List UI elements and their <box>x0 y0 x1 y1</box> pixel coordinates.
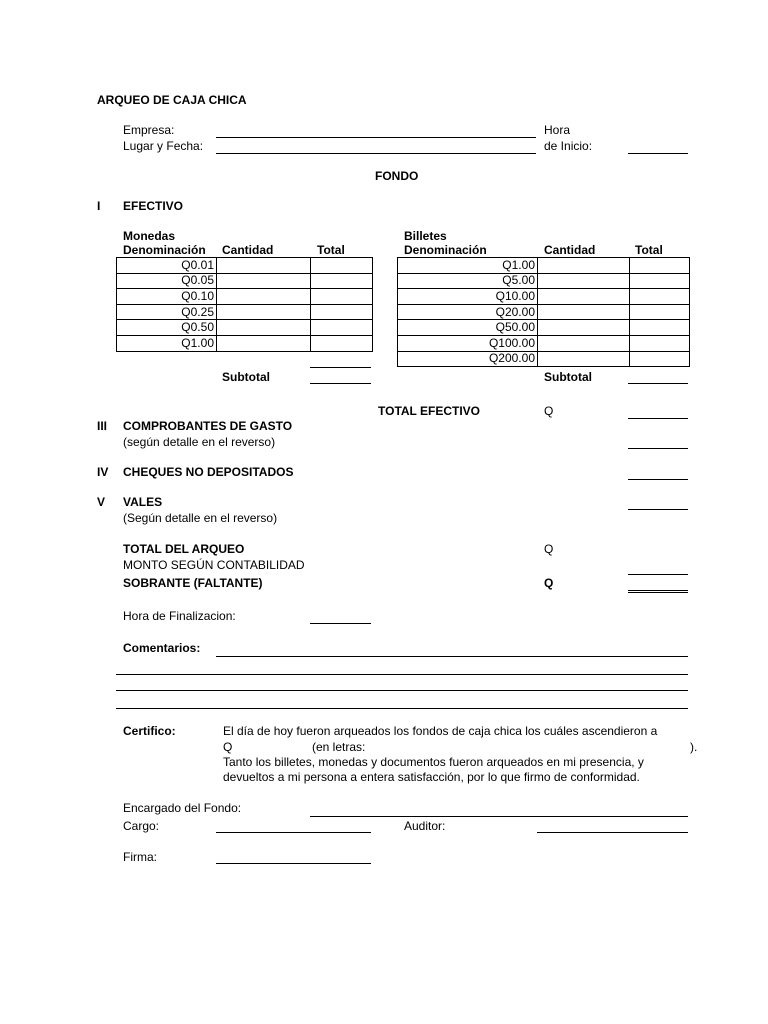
vales-field[interactable] <box>628 509 688 510</box>
monto-contabilidad-label: MONTO SEGÚN CONTABILIDAD <box>123 558 305 572</box>
document-title: ARQUEO DE CAJA CHICA <box>97 93 247 107</box>
monedas-denominacion-cell: Q0.50 <box>117 320 217 336</box>
billetes-cantidad-cell[interactable] <box>538 351 630 367</box>
sobrante-label: SOBRANTE (FALTANTE) <box>123 576 263 590</box>
billetes-row <box>398 335 690 351</box>
billetes-total-cell[interactable] <box>630 351 690 367</box>
billetes-row <box>398 289 690 305</box>
billetes-col-denominacion: Denominación <box>404 243 487 257</box>
monedas-cantidad-cell[interactable] <box>217 320 311 336</box>
billetes-cantidad-cell[interactable] <box>538 289 630 305</box>
empresa-field[interactable] <box>216 137 536 138</box>
billetes-col-cantidad: Cantidad <box>544 243 596 257</box>
comentarios-line-1[interactable] <box>216 656 688 657</box>
billetes-total-cell[interactable] <box>630 273 690 289</box>
total-arqueo-label: TOTAL DEL ARQUEO <box>123 542 245 556</box>
billetes-row <box>398 320 690 336</box>
monedas-row <box>117 258 373 274</box>
section-iii-title: COMPROBANTES DE GASTO <box>123 419 293 433</box>
monedas-total-cell[interactable] <box>311 273 373 289</box>
sobrante-field[interactable] <box>628 590 688 593</box>
billetes-col-total: Total <box>635 243 663 257</box>
total-arqueo-currency: Q <box>544 542 554 556</box>
monedas-row <box>117 289 373 305</box>
section-v-note: (Según detalle en el reverso) <box>123 511 278 525</box>
billetes-cantidad-cell[interactable] <box>538 273 630 289</box>
billetes-cantidad-cell[interactable] <box>538 320 630 336</box>
lugar-fecha-field[interactable] <box>216 153 536 154</box>
de-inicio-label: de Inicio: <box>544 139 593 153</box>
billetes-denominacion-cell: Q20.00 <box>398 304 538 320</box>
monedas-row <box>117 320 373 336</box>
certifico-close-paren: ). <box>690 740 698 754</box>
monedas-denominacion-cell: Q0.01 <box>117 258 217 274</box>
billetes-denominacion-cell: Q10.00 <box>398 289 538 305</box>
billetes-denominacion-cell: Q50.00 <box>398 320 538 336</box>
billetes-row <box>398 351 690 367</box>
section-iii-number: III <box>97 419 108 433</box>
comprobantes-field[interactable] <box>628 448 688 449</box>
monedas-cantidad-cell[interactable] <box>217 258 311 274</box>
section-iii-note: (según detalle en el reverso) <box>123 435 276 449</box>
cheques-field[interactable] <box>628 479 688 480</box>
billetes-cantidad-cell[interactable] <box>538 335 630 351</box>
cargo-label: Cargo: <box>123 819 160 833</box>
comentarios-line-4[interactable] <box>116 708 688 709</box>
section-i-number: I <box>97 199 101 213</box>
monedas-col-total: Total <box>317 243 345 257</box>
monedas-total-cell[interactable] <box>311 258 373 274</box>
monedas-subtotal-label: Subtotal <box>222 370 270 384</box>
hora-finalizacion-label: Hora de Finalizacion: <box>123 609 236 623</box>
comentarios-line-3[interactable] <box>116 690 688 691</box>
monedas-col-denominacion: Denominación <box>123 243 206 257</box>
billetes-row <box>398 304 690 320</box>
monedas-total-cell[interactable] <box>311 320 373 336</box>
section-i-title: EFECTIVO <box>123 199 184 213</box>
billetes-denominacion-cell: Q5.00 <box>398 273 538 289</box>
fondo-heading: FONDO <box>375 169 419 183</box>
hora-finalizacion-field[interactable] <box>310 623 371 624</box>
billetes-subtotal-label: Subtotal <box>544 370 592 384</box>
monedas-cantidad-cell[interactable] <box>217 289 311 305</box>
total-efectivo-field[interactable] <box>628 418 688 419</box>
monedas-row <box>117 335 373 351</box>
certifico-line-3: Tanto los billetes, monedas y documentos fueron arqueados en mi presencia, y <box>223 755 644 769</box>
billetes-denominacion-cell: Q100.00 <box>398 335 538 351</box>
encargado-label: Encargado del Fondo: <box>123 801 242 815</box>
billetes-total-cell[interactable] <box>630 258 690 274</box>
monedas-cantidad-cell[interactable] <box>217 273 311 289</box>
auditor-field[interactable] <box>537 832 688 833</box>
monedas-denominacion-cell: Q0.05 <box>117 273 217 289</box>
section-v-number: V <box>97 495 106 509</box>
billetes-total-cell[interactable] <box>630 320 690 336</box>
section-iv-title: CHEQUES NO DEPOSITADOS <box>123 465 294 479</box>
billetes-total-cell[interactable] <box>630 335 690 351</box>
firma-label: Firma: <box>123 850 157 864</box>
billetes-table <box>397 257 690 367</box>
billetes-denominacion-cell: Q200.00 <box>398 351 538 367</box>
monedas-denominacion-cell: Q0.25 <box>117 304 217 320</box>
certifico-q: Q <box>223 740 233 754</box>
billetes-total-cell[interactable] <box>630 289 690 305</box>
monedas-subtotal-field[interactable] <box>310 383 371 384</box>
monedas-col-cantidad: Cantidad <box>222 243 274 257</box>
hora-label: Hora <box>544 123 571 137</box>
certifico-line-4: devueltos a mi persona a entera satisfacción, por lo que firmo de conformidad. <box>223 770 640 784</box>
monedas-heading: Monedas <box>123 229 176 243</box>
billetes-subtotal-field[interactable] <box>628 383 688 384</box>
sobrante-currency: Q <box>544 576 554 590</box>
lugar-fecha-label: Lugar y Fecha: <box>123 139 204 153</box>
section-v-title: VALES <box>123 495 163 509</box>
monedas-cantidad-cell[interactable] <box>217 335 311 351</box>
total-efectivo-label: TOTAL EFECTIVO <box>378 404 481 418</box>
comentarios-line-2[interactable] <box>116 674 688 675</box>
monedas-denominacion-cell: Q1.00 <box>117 335 217 351</box>
billetes-heading: Billetes <box>404 229 447 243</box>
total-efectivo-currency: Q <box>544 404 554 418</box>
certifico-en-letras: (en letras: <box>312 740 366 754</box>
comentarios-label: Comentarios: <box>123 641 201 655</box>
section-iv-number: IV <box>97 465 109 479</box>
encargado-field[interactable] <box>310 816 688 817</box>
firma-field[interactable] <box>216 863 371 864</box>
monedas-total-cell[interactable] <box>311 304 373 320</box>
monedas-total-cell[interactable] <box>311 335 373 351</box>
monedas-total-cell[interactable] <box>311 289 373 305</box>
billetes-denominacion-cell: Q1.00 <box>398 258 538 274</box>
hora-inicio-field[interactable] <box>628 153 688 154</box>
monto-contabilidad-field[interactable] <box>628 574 688 575</box>
monedas-denominacion-cell: Q0.10 <box>117 289 217 305</box>
billetes-cantidad-cell[interactable] <box>538 258 630 274</box>
cargo-field[interactable] <box>216 832 371 833</box>
billetes-total-cell[interactable] <box>630 304 690 320</box>
auditor-label: Auditor: <box>404 819 446 833</box>
billetes-row <box>398 258 690 274</box>
monedas-row <box>117 304 373 320</box>
monedas-row <box>117 273 373 289</box>
monedas-subtotal-line-top <box>310 367 371 368</box>
empresa-label: Empresa: <box>123 123 175 137</box>
certifico-line-1: El día de hoy fueron arqueados los fondos de caja chica los cuáles ascendieron a <box>223 724 658 738</box>
certifico-label: Certifico: <box>123 724 176 738</box>
billetes-row <box>398 273 690 289</box>
monedas-cantidad-cell[interactable] <box>217 304 311 320</box>
billetes-cantidad-cell[interactable] <box>538 304 630 320</box>
monedas-table <box>116 257 373 352</box>
